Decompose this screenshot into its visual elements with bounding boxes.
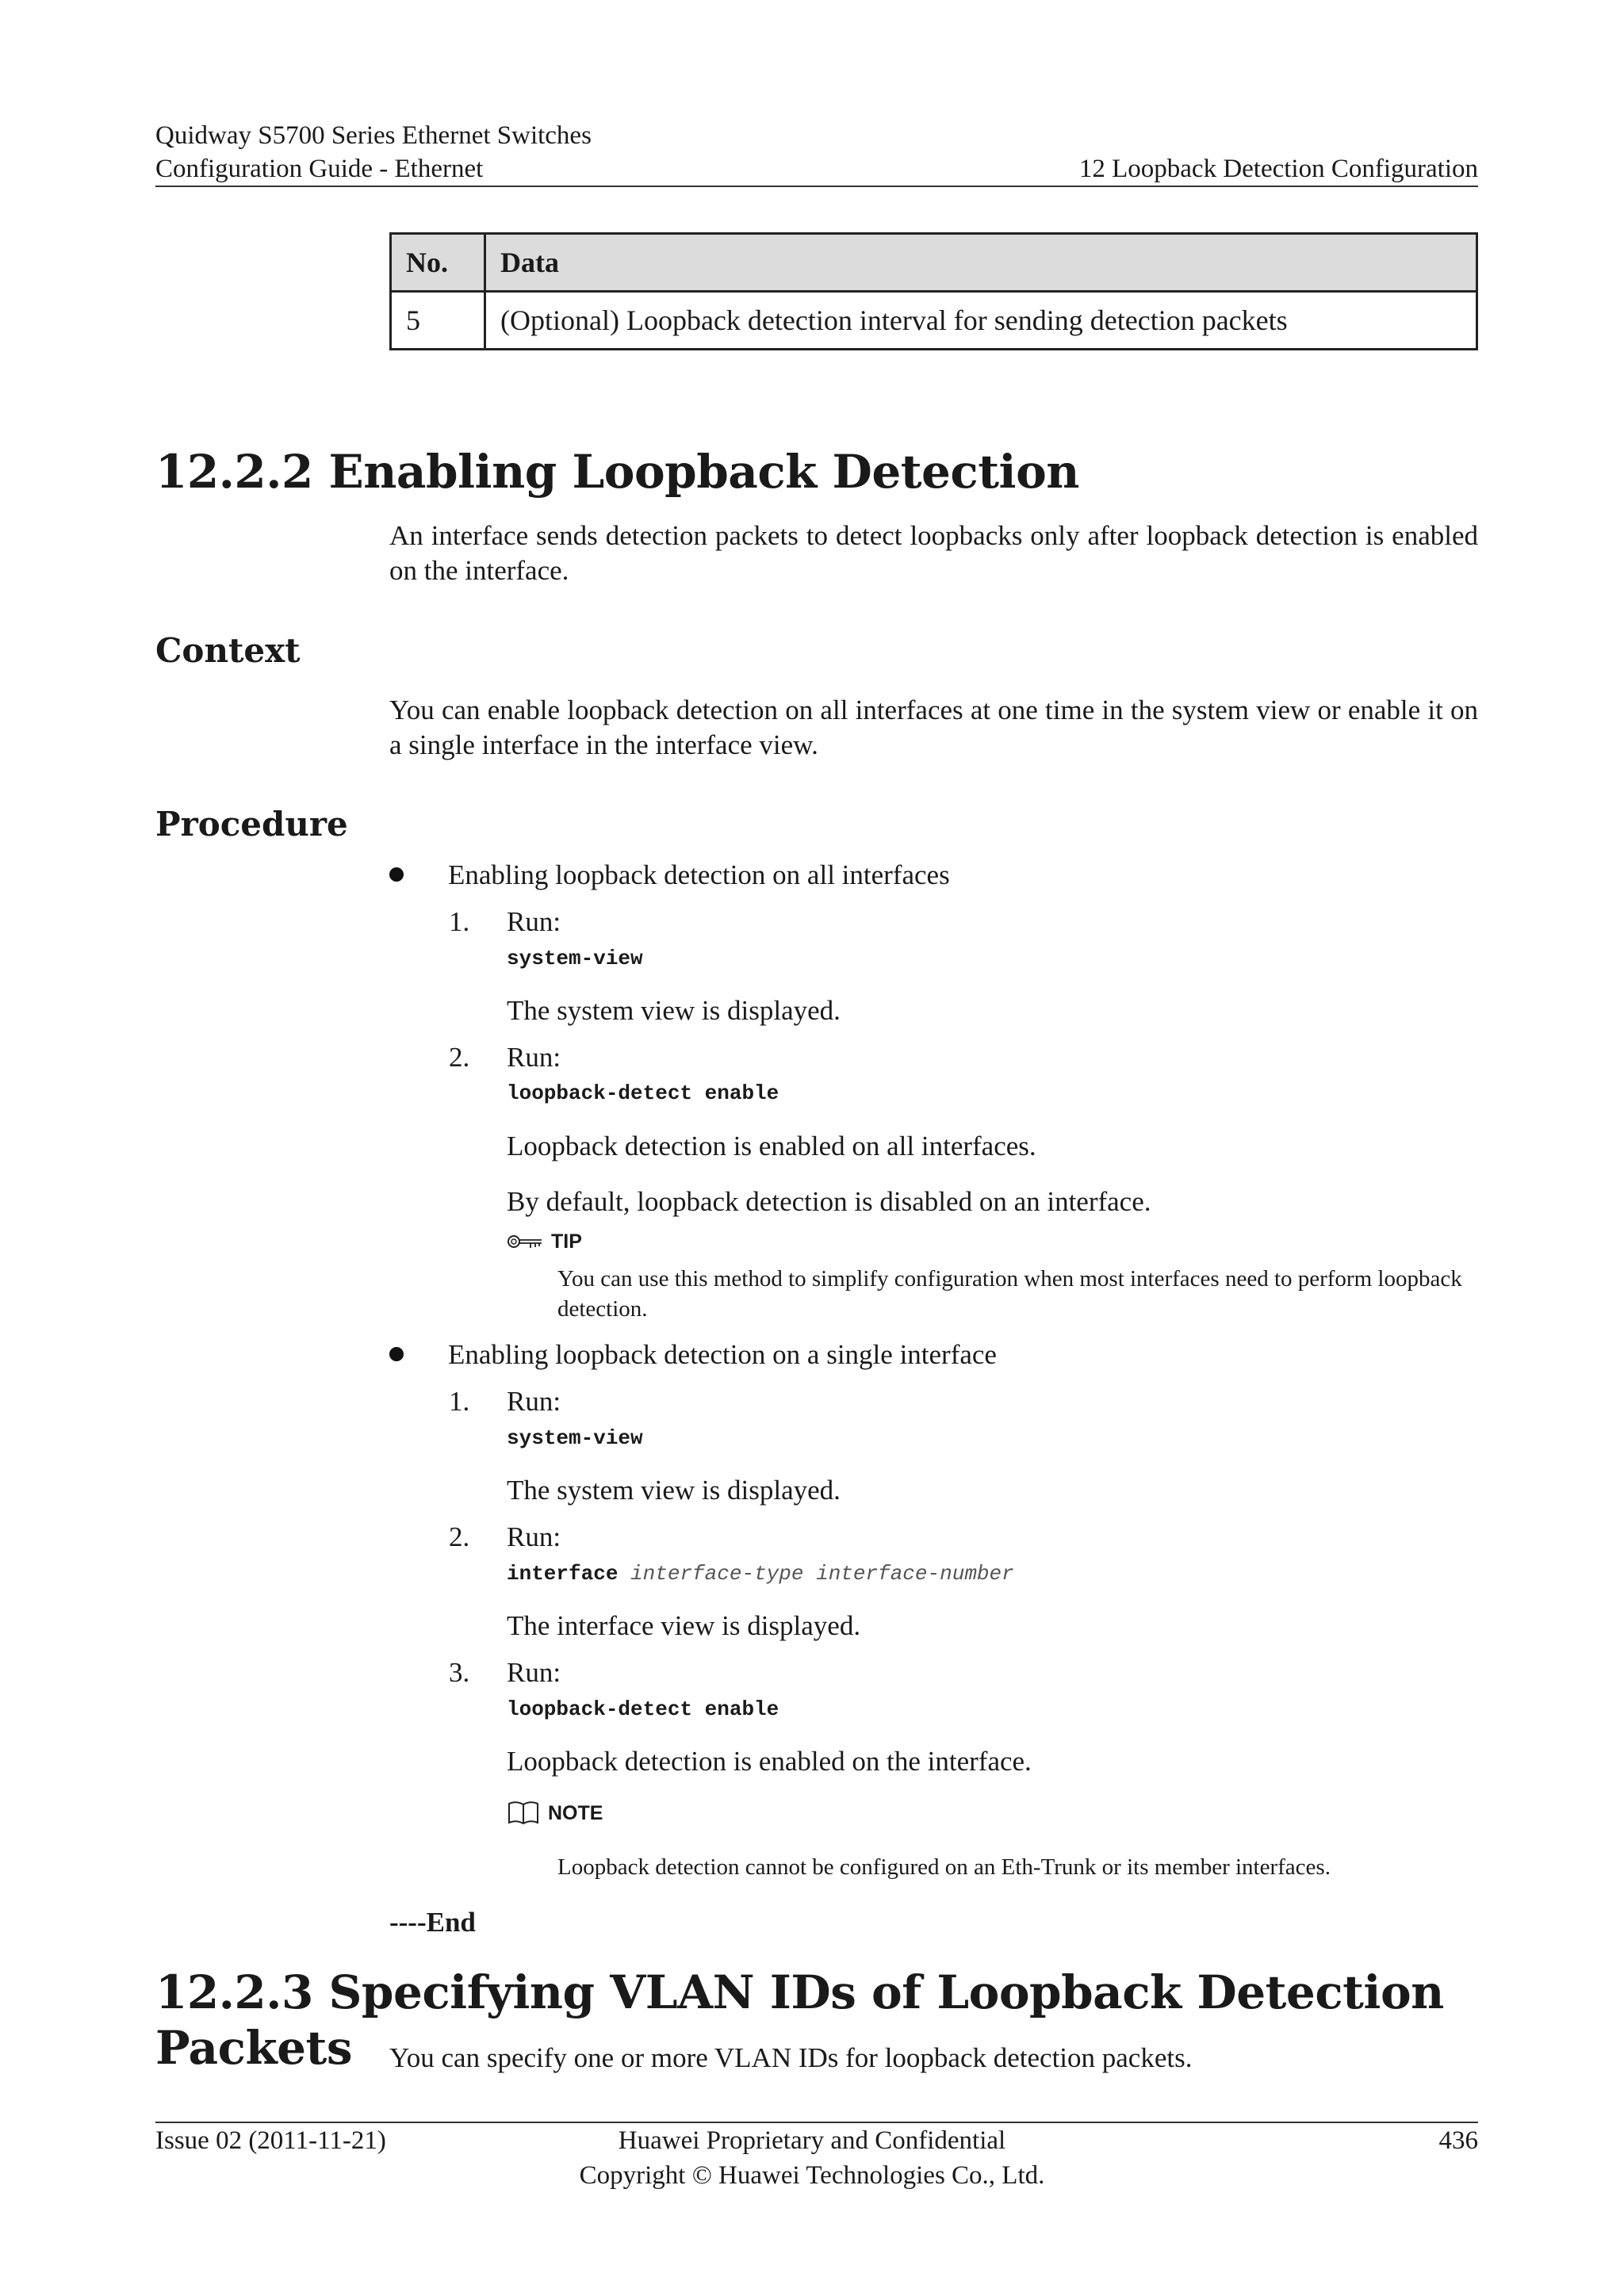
procedure-end: ----End <box>389 1907 476 1938</box>
step-number: 2. <box>449 1521 470 1552</box>
command-keyword: loopback-detect enable <box>507 1081 779 1105</box>
command-keyword: loopback-detect enable <box>507 1697 779 1721</box>
command-text <box>507 1560 1014 1587</box>
bullet-text: Enabling loopback detection on a single interface <box>448 1339 997 1370</box>
command-text <box>507 1080 779 1107</box>
section-intro-12-2-3: You can specify one or more VLAN IDs for loopback detection packets. <box>389 2042 1193 2073</box>
step-run-label: Run: <box>507 1521 561 1552</box>
command-keyword: system-view <box>507 947 643 970</box>
note-label <box>507 1800 603 1827</box>
note-text: Loopback detection cannot be configured on an Eth-Trunk or its member interfaces. <box>557 1854 1331 1880</box>
table-header-data: Data <box>485 234 1477 292</box>
tip-label <box>507 1229 582 1254</box>
step-run-label: Run: <box>507 1657 561 1688</box>
table-header-row <box>391 234 1477 292</box>
step-description: The interface view is displayed. <box>507 1610 861 1641</box>
context-text: You can enable loopback detection on all interfaces at one time in the system view or enable it on a single interface in the interface view. <box>389 695 1478 760</box>
procedure-heading: Procedure <box>155 805 348 844</box>
section-intro-12-2-2: An interface sends detection packets to detect loopbacks only after loopback detection is enabled on the interface. <box>389 520 1478 586</box>
footer-copyright: Copyright © Huawei Technologies Co., Ltd. <box>579 2161 1045 2190</box>
step-description: The system view is displayed. <box>507 995 841 1026</box>
step-description-default: By default, loopback detection is disabled on an interface. <box>507 1186 1151 1217</box>
table-cell-data: (Optional) Loopback detection interval for sending detection packets <box>485 292 1477 350</box>
footer-confidential: Huawei Proprietary and Confidential <box>618 2126 1006 2155</box>
step-description: Loopback detection is enabled on the interface. <box>507 1746 1032 1777</box>
data-table <box>389 232 1478 350</box>
header-product: Quidway S5700 Series Ethernet Switches <box>155 121 592 150</box>
command-text <box>507 945 643 972</box>
step-number: 1. <box>449 1386 470 1417</box>
table-row <box>391 292 1477 350</box>
context-heading: Context <box>155 631 301 670</box>
step-run-label: Run: <box>507 906 561 937</box>
section-heading-12-2-2: 12.2.2 Enabling Loopback Detection <box>155 445 1079 499</box>
header-title <box>155 119 592 186</box>
header-guide: Configuration Guide - Ethernet <box>155 155 484 183</box>
header-divider <box>155 186 1478 187</box>
table-cell-no: 5 <box>391 292 485 350</box>
bullet-dot <box>389 1347 404 1361</box>
header-chapter: 12 Loopback Detection Configuration <box>1078 155 1478 183</box>
book-icon <box>507 1800 540 1827</box>
step-run-label: Run: <box>507 1386 561 1417</box>
command-text <box>507 1425 643 1452</box>
bullet-dot <box>389 867 404 882</box>
key-icon <box>507 1232 543 1251</box>
footer-issue: Issue 02 (2011-11-21) <box>155 2126 386 2155</box>
footer-center <box>0 2123 1624 2193</box>
note-label-text: NOTE <box>548 1802 603 1824</box>
section-heading-12-2-3: 12.2.3 Specifying VLAN IDs of Loopback Detection Packets <box>155 1965 1444 2075</box>
table-header-no: No. <box>391 234 485 292</box>
command-text <box>507 1696 779 1723</box>
command-keyword: interface <box>507 1562 619 1586</box>
step-number: 3. <box>449 1657 470 1688</box>
step-number: 1. <box>449 906 470 937</box>
step-description: Loopback detection is enabled on all interfaces. <box>507 1131 1036 1161</box>
footer-page-number: 436 <box>1438 2126 1478 2155</box>
step-number: 2. <box>449 1042 470 1073</box>
step-run-label: Run: <box>507 1042 561 1073</box>
tip-label-text: TIP <box>551 1230 582 1253</box>
command-arguments: interface-type interface-number <box>630 1562 1014 1586</box>
bullet-text: Enabling loopback detection on all interfaces <box>448 859 950 890</box>
tip-text: You can use this method to simplify configuration when most interfaces need to perform loopback detection. <box>557 1266 1462 1322</box>
command-keyword: system-view <box>507 1426 643 1450</box>
step-description: The system view is displayed. <box>507 1475 841 1506</box>
